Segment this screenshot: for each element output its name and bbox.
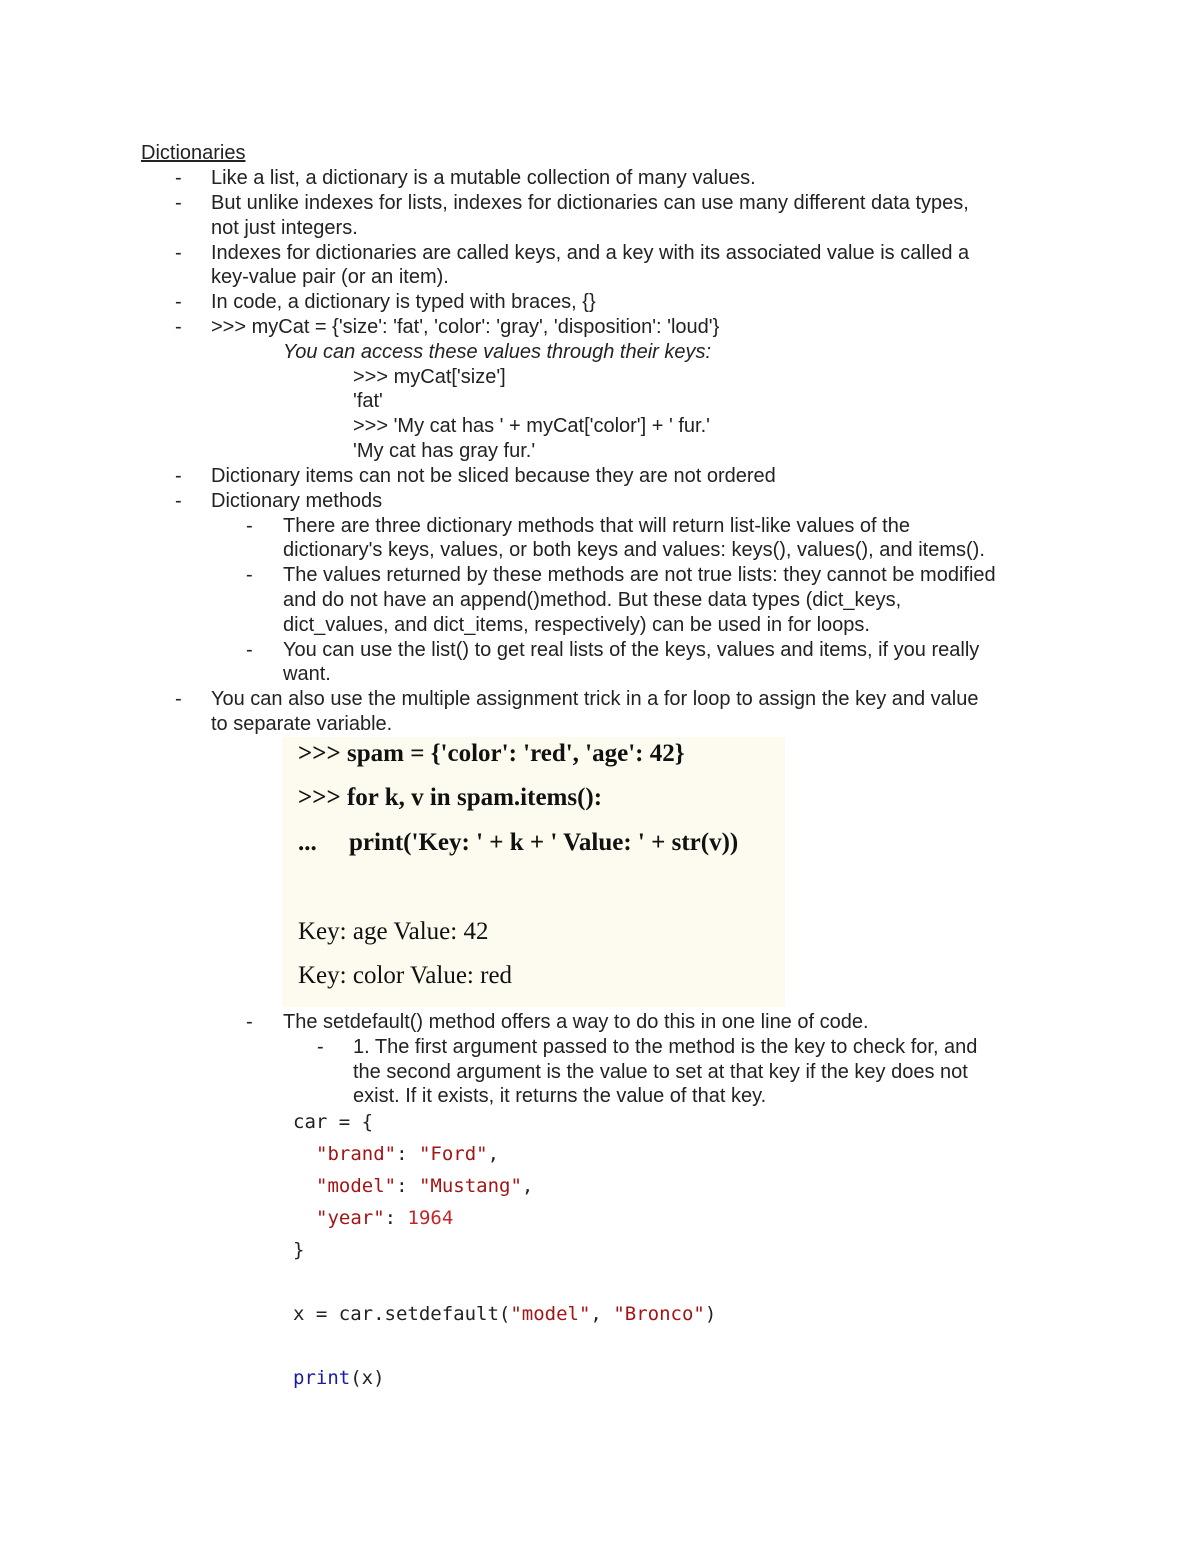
sub-sub-bullet-text-continued: exist. If it exists, it returns the value of that key. (353, 1085, 767, 1107)
code-string: "model" (510, 1303, 591, 1325)
sub-bullet-dash: - (246, 1011, 253, 1033)
dict-key: "model" (316, 1175, 397, 1197)
code-punct: , (487, 1143, 500, 1165)
code-line-model (316, 1174, 533, 1198)
sub-bullet-dash: - (246, 564, 253, 586)
code-line-close (293, 1238, 304, 1262)
code-line-setdefault (293, 1302, 716, 1326)
code-line-car-open (293, 1110, 373, 1134)
sub-bullet-text-continued: want. (283, 663, 331, 685)
access-note: You can access these values through their keys: (283, 341, 712, 363)
code-line-print (293, 1366, 385, 1390)
sub-bullet-text: The setdefault() method offers a way to do this in one line of code. (283, 1011, 869, 1033)
page-title: Dictionaries (141, 142, 246, 164)
example-line: >>> 'My cat has ' + myCat['color'] + ' fur.' (353, 415, 710, 437)
code-prompt: ... (298, 829, 317, 856)
bullet-text: In code, a dictionary is typed with braces, {} (211, 291, 596, 313)
bullet-text: Dictionary items can not be sliced because they are not ordered (211, 465, 776, 487)
code-text: (x) (350, 1367, 385, 1389)
bullet-dash: - (175, 291, 182, 313)
sub-bullet-text: There are three dictionary methods that will return list-like values of the (283, 515, 910, 537)
bullet-text-continued: key-value pair (or an item). (211, 266, 449, 288)
code-line-year (316, 1206, 453, 1230)
sub-bullet-dash: - (246, 639, 253, 661)
bullet-dash: - (175, 192, 182, 214)
dict-value: "Ford" (418, 1143, 488, 1165)
sub-sub-bullet-text-continued: the second argument is the value to set at that key if the key does not (353, 1061, 968, 1083)
sub-sub-bullet-dash: - (317, 1036, 324, 1058)
bullet-text-continued: to separate variable. (211, 713, 393, 735)
sub-bullet-text: You can use the list() to get real lists of the keys, values and items, if you really (283, 639, 980, 661)
bullet-text: >>> myCat = {'size': 'fat', 'color': 'gray', 'disposition': 'loud'} (211, 316, 720, 338)
dict-key: "year" (316, 1207, 385, 1229)
code-example-image (282, 737, 785, 1007)
sub-bullet-text-continued: dict_values, and dict_items, respectively) can be used in for loops. (283, 614, 870, 636)
bullet-text-continued: not just integers. (211, 217, 358, 239)
bullet-text: Indexes for dictionaries are called keys, and a key with its associated value is called a (211, 242, 970, 264)
code-string: "Bronco" (613, 1303, 705, 1325)
dict-value: 1964 (407, 1207, 454, 1229)
code-line: print('Key: ' + k + ' Value: ' + str(v)) (349, 829, 739, 856)
code-function: print (293, 1367, 351, 1389)
bullet-dash: - (175, 316, 182, 338)
sub-bullet-text-continued: dictionary's keys, values, or both keys and values: keys(), values(), and items(). (283, 539, 985, 561)
sub-bullet-text-continued: and do not have an append()method. But these data types (dict_keys, (283, 589, 902, 611)
bullet-text: You can also use the multiple assignment trick in a for loop to assign the key and value (211, 688, 979, 710)
bullet-text: Like a list, a dictionary is a mutable collection of many values. (211, 167, 756, 189)
code-punct: : (384, 1207, 408, 1229)
code-punct: : (396, 1175, 419, 1197)
dict-value: "Mustang" (418, 1175, 522, 1197)
dict-key: "brand" (316, 1143, 397, 1165)
code-punct: : (396, 1143, 419, 1165)
sub-bullet-dash: - (246, 515, 253, 537)
bullet-dash: - (175, 242, 182, 264)
example-line: >>> myCat['size'] (353, 366, 506, 388)
code-line: >>> for k, v in spam.items(): (298, 784, 603, 811)
example-line: 'My cat has gray fur.' (353, 440, 536, 462)
bullet-dash: - (175, 688, 182, 710)
code-text: x = car.setdefault( (293, 1303, 511, 1325)
output-line: Key: age Value: 42 (298, 918, 489, 945)
bullet-text: Dictionary methods (211, 490, 383, 512)
bullet-dash: - (175, 490, 182, 512)
code-line: >>> spam = {'color': 'red', 'age': 42} (298, 740, 685, 767)
code-text: car = { (293, 1111, 374, 1133)
sub-sub-bullet-text: 1. The first argument passed to the method is the key to check for, and (353, 1036, 978, 1058)
example-line: 'fat' (353, 390, 383, 412)
code-punct: , (521, 1175, 534, 1197)
code-line-brand (316, 1142, 499, 1166)
code-punct: , (590, 1303, 614, 1325)
code-text: } (293, 1239, 305, 1261)
bullet-dash: - (175, 167, 182, 189)
bullet-dash: - (175, 465, 182, 487)
code-punct: ) (704, 1303, 717, 1325)
sub-bullet-text: The values returned by these methods are not true lists: they cannot be modified (283, 564, 996, 586)
output-line: Key: color Value: red (298, 962, 513, 989)
bullet-text: But unlike indexes for lists, indexes for dictionaries can use many different data types, (211, 192, 969, 214)
